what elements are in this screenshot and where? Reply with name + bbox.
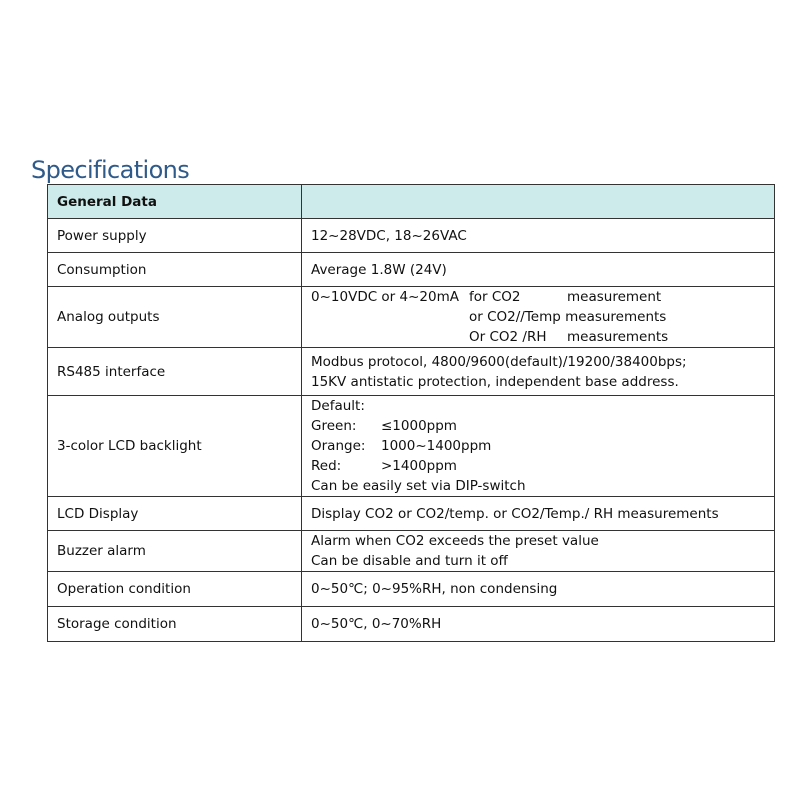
analog-co2-temp: or CO2//Temp measurements bbox=[469, 309, 667, 325]
backlight-default: Default: bbox=[311, 398, 365, 414]
analog-line-2 bbox=[311, 307, 765, 327]
table-row-buzzer-alarm bbox=[48, 531, 775, 572]
row-label: Power supply bbox=[48, 219, 302, 253]
row-value: 0~50℃; 0~95%RH, non condensing bbox=[302, 572, 775, 607]
table-row-consumption bbox=[48, 253, 775, 287]
row-label: Buzzer alarm bbox=[48, 531, 302, 572]
header-general-data: General Data bbox=[48, 185, 302, 219]
analog-line-3 bbox=[311, 327, 765, 347]
backlight-note: Can be easily set via DIP-switch bbox=[311, 478, 526, 494]
table-row-power-supply bbox=[48, 219, 775, 253]
backlight-red: Red: >1400ppm bbox=[311, 458, 457, 474]
row-value bbox=[302, 348, 775, 396]
table-row-rs485 bbox=[48, 348, 775, 396]
row-label: RS485 interface bbox=[48, 348, 302, 396]
row-value: 0~50℃, 0~70%RH bbox=[302, 607, 775, 642]
row-label: Operation condition bbox=[48, 572, 302, 607]
buzzer-line-2: Can be disable and turn it off bbox=[311, 553, 508, 569]
header-empty-cell bbox=[302, 185, 775, 219]
backlight-green: Green: ≤1000ppm bbox=[311, 418, 457, 434]
row-label: LCD Display bbox=[48, 497, 302, 531]
table-row-lcd-backlight bbox=[48, 396, 775, 497]
analog-co2-rh: Or CO2 /RH bbox=[469, 329, 547, 345]
table-row-lcd-display bbox=[48, 497, 775, 531]
row-label: 3-color LCD backlight bbox=[48, 396, 302, 497]
analog-for-co2: for CO2 bbox=[469, 289, 521, 305]
table-row-operation-condition bbox=[48, 572, 775, 607]
row-value: Display CO2 or CO2/temp. or CO2/Temp./ RH measurements bbox=[302, 497, 775, 531]
row-value bbox=[302, 531, 775, 572]
table-header-row bbox=[48, 185, 775, 219]
page-title: Specifications bbox=[31, 156, 190, 184]
spec-table bbox=[47, 184, 775, 642]
table-row-storage-condition bbox=[48, 607, 775, 642]
table-row-analog-outputs bbox=[48, 287, 775, 348]
row-value: Average 1.8W (24V) bbox=[302, 253, 775, 287]
row-value bbox=[302, 287, 775, 348]
row-value: 12~28VDC, 18~26VAC bbox=[302, 219, 775, 253]
buzzer-line-1: Alarm when CO2 exceeds the preset value bbox=[311, 533, 599, 549]
analog-line-1 bbox=[311, 287, 765, 307]
rs485-line-2: 15KV antistatic protection, independent base address. bbox=[311, 373, 679, 390]
row-label: Analog outputs bbox=[48, 287, 302, 348]
rs485-line-1: Modbus protocol, 4800/9600(default)/19200/38400bps; bbox=[311, 353, 687, 370]
analog-measurement: measurement bbox=[567, 289, 662, 305]
backlight-orange: Orange: 1000~1400ppm bbox=[311, 438, 492, 454]
analog-range: 0~10VDC or 4~20mA bbox=[311, 289, 459, 305]
analog-measurements: measurements bbox=[567, 329, 669, 345]
row-label: Storage condition bbox=[48, 607, 302, 642]
row-label: Consumption bbox=[48, 253, 302, 287]
row-value bbox=[302, 396, 775, 497]
